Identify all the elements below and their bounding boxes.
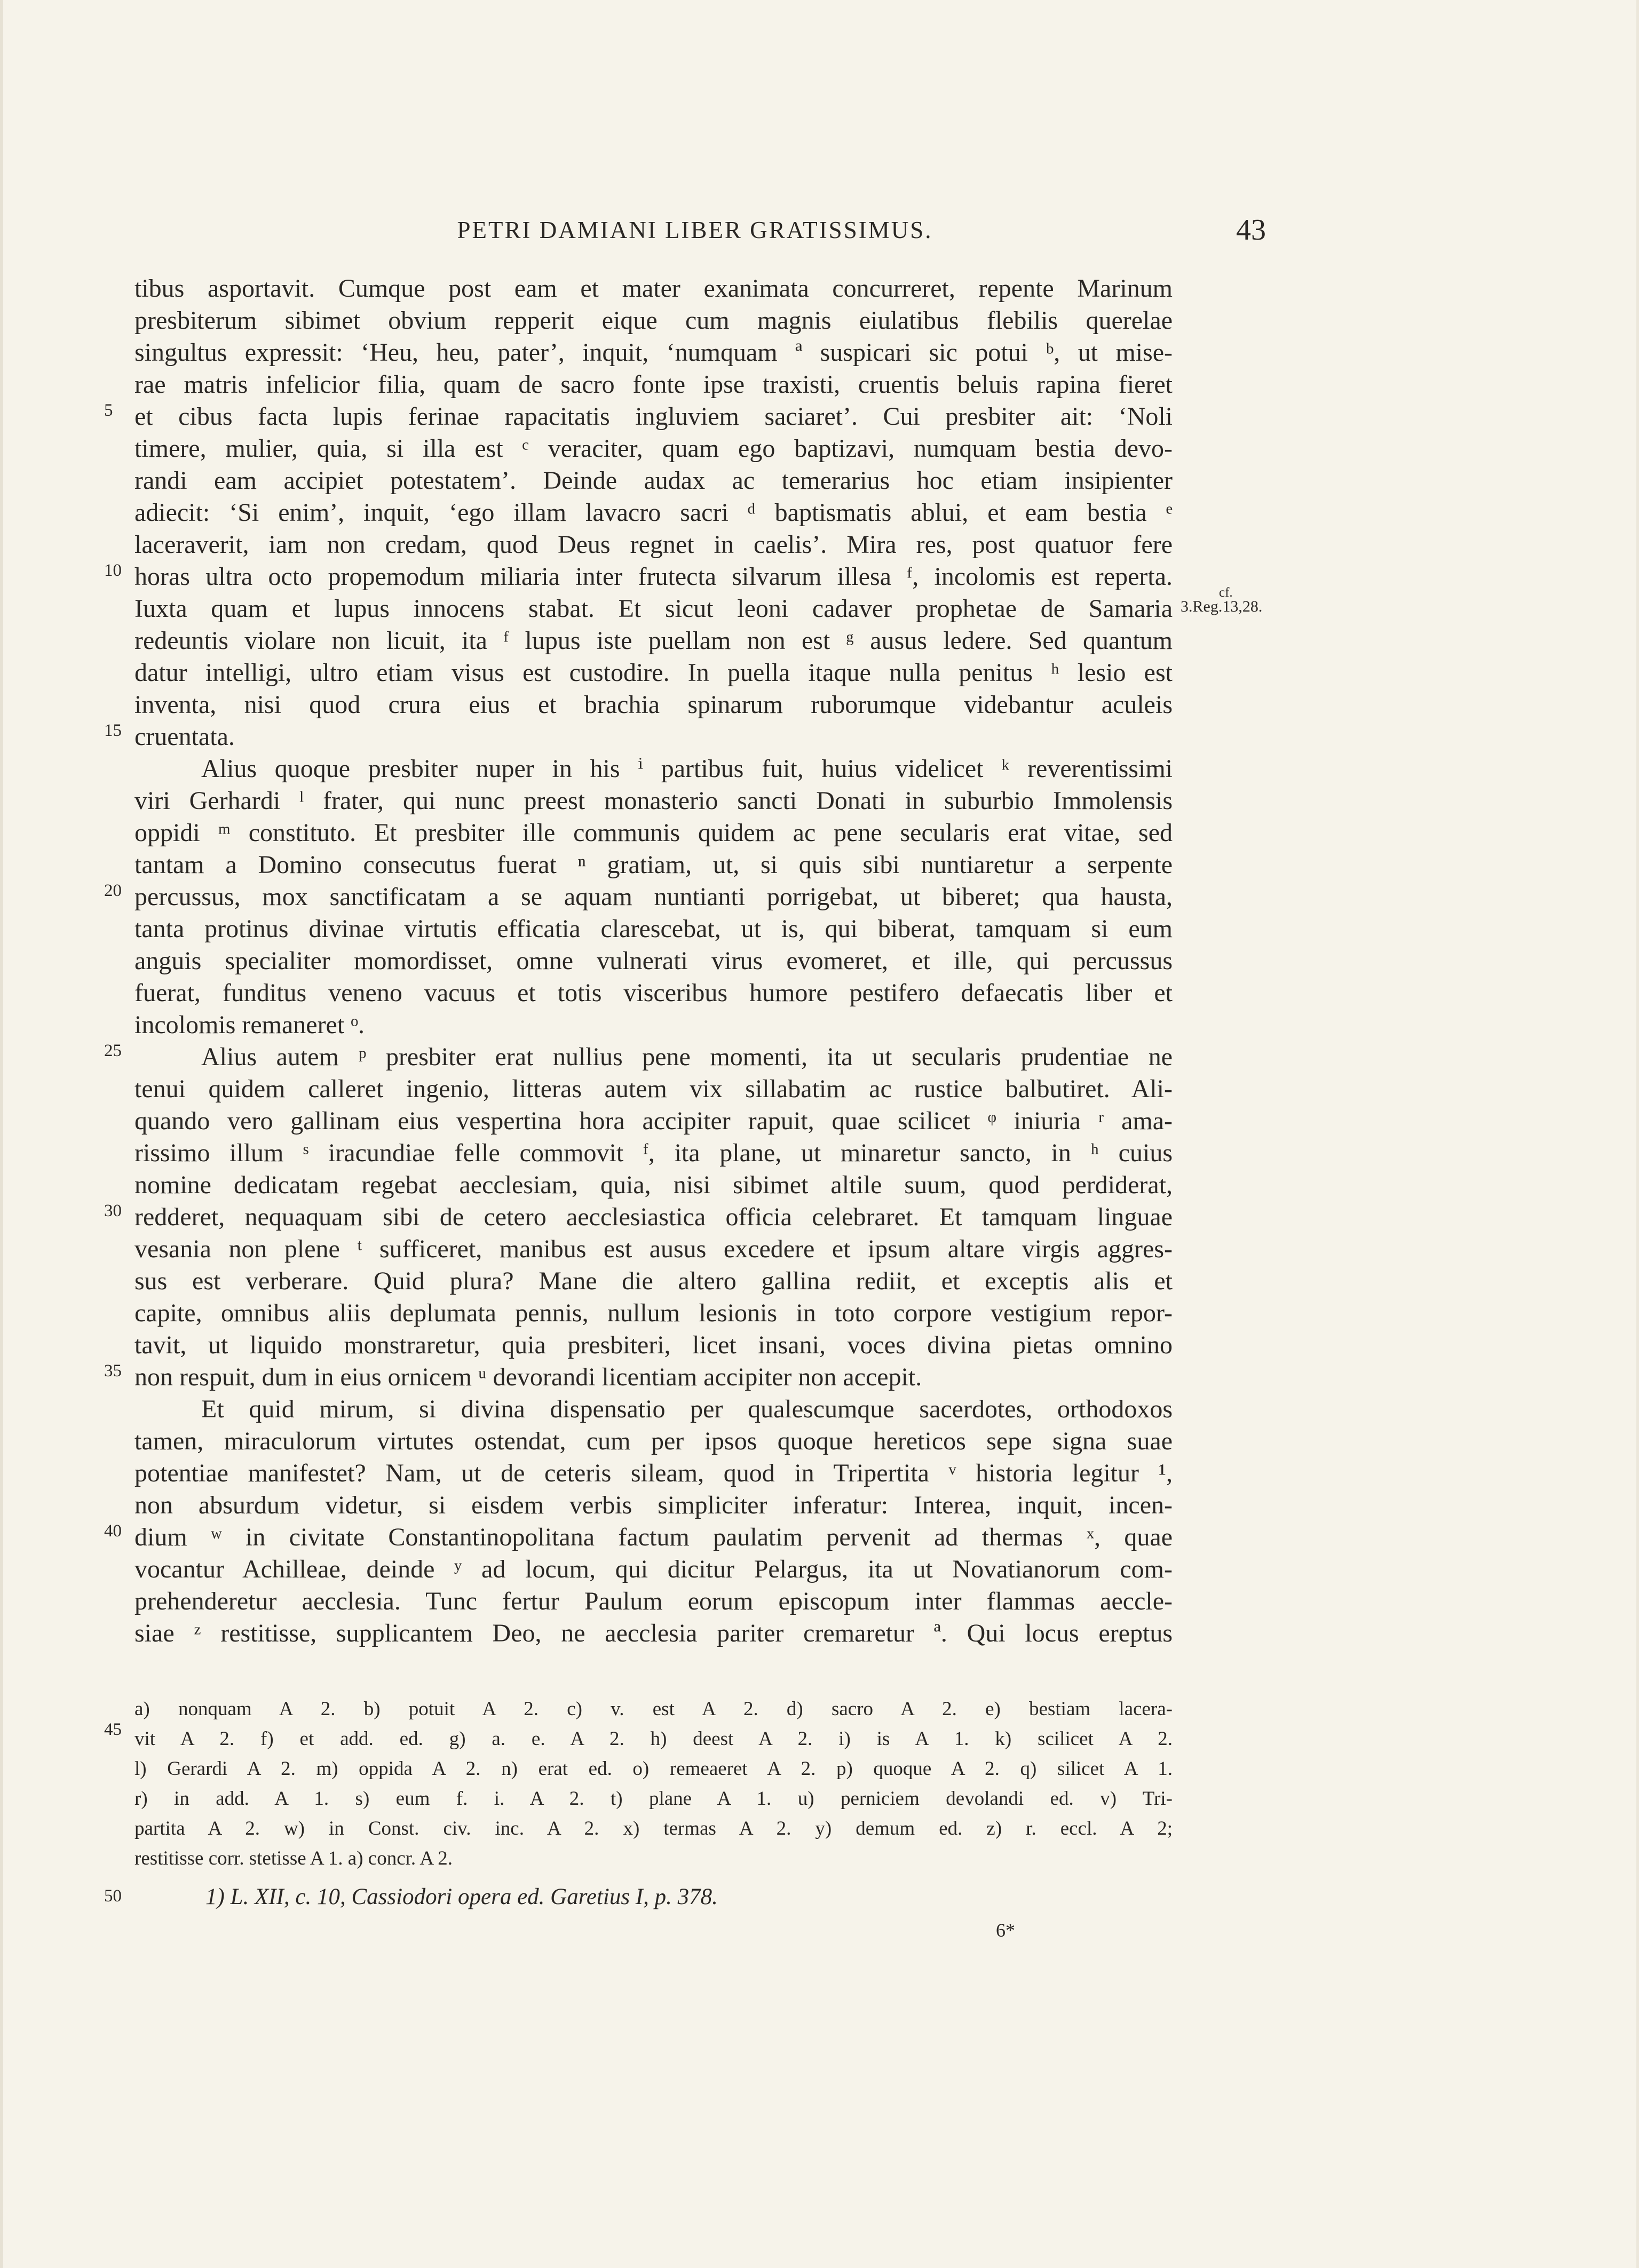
text-line: non respuit, dum in eius ornicem ᵘ devorandi licentiam accipiter non accepit. bbox=[134, 1363, 922, 1391]
margin-cf: cf. bbox=[1219, 585, 1233, 600]
line-number: 5 bbox=[104, 401, 113, 420]
text-line: vocantur Achilleae, deinde ʸ ad locum, qui dicitur Pelargus, ita ut Novatianorum com- bbox=[134, 1555, 1173, 1583]
text-line: laceraverit, iam non credam, quod Deus regnet in caelis’. Mira res, post quatuor fere bbox=[134, 530, 1173, 559]
text-line: oppidi ᵐ constituto. Et presbiter ille communis quidem ac pene secularis erat vitae, sed bbox=[134, 819, 1173, 847]
text-line: non absurdum videtur, si eisdem verbis simpliciter inferatur: Interea, inquit, incen- bbox=[134, 1491, 1173, 1519]
running-header bbox=[124, 213, 1266, 253]
text-line: nomine dedicatam regebat aecclesiam, quia, nisi sibimet altile suum, quod perdiderat, bbox=[134, 1171, 1173, 1199]
text-line: redderet, nequaquam sibi de cetero aecclesiastica officia celebraret. Et tamquam linguae bbox=[134, 1203, 1173, 1231]
text-line: singultus expressit: ‘Heu, heu, pater’, inquit, ‘numquam ª suspicari sic potui ᵇ, ut mise- bbox=[134, 338, 1173, 367]
text-line: incolomis remaneret ᵒ. bbox=[134, 1011, 365, 1039]
page-left-edge bbox=[0, 0, 3, 2268]
text-line: horas ultra octo propemodum miliaria inter frutecta silvarum illesa ᶠ, incolomis est reperta. bbox=[134, 562, 1173, 591]
line-number: 50 bbox=[104, 1886, 122, 1906]
header-title: PETRI DAMIANI LIBER GRATISSIMUS. bbox=[457, 217, 933, 243]
line-number: 35 bbox=[104, 1361, 122, 1381]
text-line: tantam a Domino consecutus fuerat ⁿ gratiam, ut, si quis sibi nuntiaretur a serpente bbox=[134, 851, 1173, 879]
text-line: tamen, miraculorum virtutes ostendat, cum per ipsos quoque hereticos sepe signa suae bbox=[134, 1427, 1173, 1455]
variant-line: a) nonquam A 2. b) potuit A 2. c) v. est A 2. d) sacro A 2. e) bestiam lacera- bbox=[134, 1698, 1173, 1720]
text-line: et cibus facta lupis ferinae rapacitatis ingluviem saciaret’. Cui presbiter ait: ‘Noli bbox=[134, 402, 1173, 431]
text-line: redeuntis violare non licuit, ita ᶠ lupus iste puellam non est ᵍ ausus ledere. Sed quantum bbox=[134, 627, 1173, 655]
text-line: quando vero gallinam eius vespertina hora accipiter rapuit, quae scilicet ᵠ iniuria ʳ ama- bbox=[134, 1107, 1173, 1135]
text-line: datur intelligi, ultro etiam visus est custodire. In puella itaque nulla penitus ʰ lesio est bbox=[134, 659, 1173, 687]
text-line: percussus, mox sanctificatam a se aquam nuntianti porrigebat, ut biberet; qua hausta, bbox=[134, 883, 1173, 911]
line-number: 30 bbox=[104, 1201, 122, 1220]
line-number: 45 bbox=[104, 1720, 122, 1739]
page-right-edge bbox=[1636, 0, 1639, 2268]
line-number: 25 bbox=[104, 1041, 122, 1060]
text-line: fuerat, funditus veneno vacuus et totis visceribus humore pestifero defaecatis liber et bbox=[134, 979, 1173, 1007]
text-line: Et quid mirum, si divina dispensatio per qualescumque sacerdotes, orthodoxos bbox=[201, 1395, 1173, 1423]
line-number: 15 bbox=[104, 721, 122, 740]
text-line: cruentata. bbox=[134, 723, 235, 751]
variant-line: partita A 2. w) in Const. civ. inc. A 2. x) termas A 2. y) demum ed. z) r. eccl. A 2; bbox=[134, 1818, 1173, 1839]
text-line: vesania non plene ᵗ sufficeret, manibus est ausus excedere et ipsum altare virgis aggres- bbox=[134, 1235, 1173, 1263]
critical-apparatus bbox=[134, 1694, 1173, 1874]
margin-reference bbox=[1181, 585, 1263, 615]
text-line: Iuxta quam et lupus innocens stabat. Et sicut leoni cadaver prophetae de Samaria bbox=[134, 594, 1173, 623]
source-footnote: 1) L. XII, c. 10, Cassiodori opera ed. Garetius I, p. 378. bbox=[205, 1884, 718, 1909]
text-line: adiecit: ‘Si enim’, inquit, ‘ego illam lavacro sacri ᵈ baptismatis ablui, et eam bestia ᵉ bbox=[134, 498, 1173, 527]
text-line: randi eam accipiet potestatem’. Deinde audax ac temerarius hoc etiam insipienter bbox=[134, 466, 1173, 495]
line-number: 40 bbox=[104, 1521, 122, 1541]
text-line: Alius quoque presbiter nuper in his ⁱ partibus fuit, huius videlicet ᵏ reverentissimi bbox=[201, 755, 1173, 783]
margin-ref: 3.Reg.13,28. bbox=[1181, 598, 1263, 615]
text-line: tanta protinus divinae virtutis efficatia clarescebat, ut is, qui biberat, tamquam si eum bbox=[134, 915, 1173, 943]
variant-line: r) in add. A 1. s) eum f. i. A 2. t) plane A 1. u) perniciem devolandi ed. v) Tri- bbox=[134, 1788, 1173, 1810]
text-line: tenui quidem calleret ingenio, litteras autem vix sillabatim ac rustice balbutiret. Ali- bbox=[134, 1075, 1173, 1103]
text-line: viri Gerhardi ˡ frater, qui nunc preest monasterio sancti Donati in suburbio Immolensis bbox=[134, 787, 1173, 815]
signature-mark: 6* bbox=[996, 1920, 1015, 1941]
text-line: timere, mulier, quia, si illa est ᶜ veraciter, quam ego baptizavi, numquam bestia devo- bbox=[134, 434, 1173, 463]
text-line: rae matris infelicior filia, quam de sacro fonte ipse traxisti, cruentis beluis rapina fieret bbox=[134, 370, 1173, 399]
text-line: potentiae manifestet? Nam, ut de ceteris sileam, quod in Tripertita ᵛ historia legitur ¹, bbox=[134, 1459, 1173, 1487]
line-number: 10 bbox=[104, 561, 122, 580]
text-line: Alius autem ᵖ presbiter erat nullius pene momenti, ita ut secularis prudentiae ne bbox=[201, 1043, 1173, 1071]
text-line: tavit, ut liquido monstraretur, quia presbiteri, licet insani, voces divina pietas omnino bbox=[134, 1331, 1173, 1359]
text-line: prehenderetur aecclesia. Tunc fertur Paulum eorum episcopum inter flammas aeccle- bbox=[134, 1587, 1173, 1615]
variant-line: restitisse corr. stetisse A 1. a) concr. A 2. bbox=[134, 1847, 453, 1869]
text-line: dium ʷ in civitate Constantinopolitana factum paulatim pervenit ad thermas ˣ, quae bbox=[134, 1523, 1173, 1551]
main-text bbox=[134, 273, 1173, 1650]
text-line: sus est verberare. Quid plura? Mane die altero gallina rediit, et exceptis alis et bbox=[134, 1267, 1173, 1295]
text-line: inventa, nisi quod crura eius et brachia spinarum ruborumque videbantur aculeis bbox=[134, 691, 1173, 719]
variant-line: l) Gerardi A 2. m) oppida A 2. n) erat ed. o) remeaeret A 2. p) quoque A 2. q) silicet A 1. bbox=[134, 1758, 1173, 1780]
line-number: 20 bbox=[104, 881, 122, 900]
text-line: anguis specialiter momordisset, omne vulnerati virus evomeret, et ille, qui percussus bbox=[134, 947, 1173, 975]
text-line: capite, omnibus aliis deplumata pennis, nullum lesionis in toto corpore vestigium repor- bbox=[134, 1299, 1173, 1327]
text-line: rissimo illum ˢ iracundiae felle commovit ᶠ, ita plane, ut minaretur sancto, in ʰ cuius bbox=[134, 1139, 1173, 1167]
variant-line: vit A 2. f) et add. ed. g) a. e. A 2. h) deest A 2. i) is A 1. k) scilicet A 2. bbox=[134, 1728, 1173, 1750]
page-number: 43 bbox=[1236, 213, 1266, 247]
text-line: tibus asportavit. Cumque post eam et mater exanimata concurreret, repente Marinum bbox=[134, 274, 1173, 303]
text-line: siae ᶻ restitisse, supplicantem Deo, ne aecclesia pariter cremaretur ª. Qui locus ereptus bbox=[134, 1619, 1173, 1647]
text-line: presbiterum sibimet obvium repperit eique cum magnis eiulatibus flebilis querelae bbox=[134, 306, 1173, 335]
